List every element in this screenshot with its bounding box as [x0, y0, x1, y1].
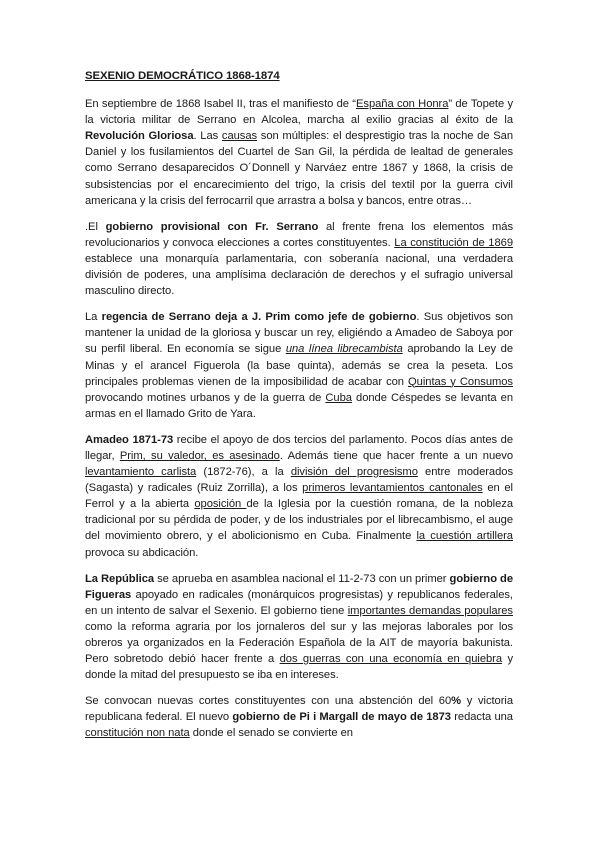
underlined-text: oposición: [194, 498, 247, 511]
paragraph: [85, 693, 513, 741]
bold-text: Revolución Gloriosa: [85, 130, 194, 143]
text-run: de la Iglesia por la cuestión romana, de la nobleza tradicional por su pérdida de poder, y de los industriales por el librecambismo, el auge del movimiento obrero, y el abolicionismo en Cuba. Finalmente: [85, 498, 514, 543]
document-title: SEXENIO DEMOCRÁTICO 1868-1874: [85, 70, 280, 82]
bold-text: gobierno de Figueras: [85, 572, 514, 601]
bold-text: regencia de Serrano deja a J. Prim como jefe de gobierno: [101, 311, 417, 324]
paragraph: [85, 219, 513, 299]
paragraph: [85, 571, 513, 684]
text-run: provoca su abdicación.: [85, 546, 199, 559]
underlined-text: importantes demandas populares: [347, 604, 513, 617]
bold-text: Amadeo 1871-73: [85, 433, 174, 446]
text-run: al frente frena los elementos más revolucionarios y convoca elecciones a cortes constituyentes.: [85, 220, 514, 249]
document-body: [85, 68, 513, 752]
text-run: .El: [85, 220, 106, 233]
paragraph: [85, 96, 513, 209]
text-run: Se convocan nuevas cortes constituyentes con una abstención del 60: [85, 695, 452, 708]
bold-text: gobierno de Pi i Margall de mayo de 1873: [232, 711, 451, 724]
text-run: y victoria republicana federal. El nuevo: [85, 695, 513, 724]
bold-text: gobierno provisional con Fr. Serrano: [105, 220, 319, 233]
bold-text: La República: [85, 572, 155, 585]
text-run: y donde la mitad del presupuesto se iba en intereses.: [85, 653, 513, 682]
text-run: recibe el apoyo de dos tercios del parlamento. Pocos días antes de llegar,: [85, 433, 513, 462]
underlined-text: Prim, su valedor, es asesinado: [119, 449, 280, 462]
underlined-text: constitución non nata: [85, 727, 190, 740]
text-run: son múltiples: el desprestigio tras la noche de San Daniel y los fusilamientos del Cuartel de San Gil, la pérdida de lealtad de generales como Serrano desaparecidos O´Donnell y Narváez entre 1867 y 1868, la crisis de subsistencias por el encarecimiento del trigo, la crisis del textil por la guerra civil americana y la crisis del ferrocarril que arrastra a bolsa y bancos, entre otras…: [85, 130, 513, 207]
underlined-text: dos guerras con una economía en quiebra: [279, 653, 503, 666]
text-run: . Sus objetivos son mantener la unidad de la gloriosa y buscar un rey, eligiéndo a Amadeo de Saboya por su perfil liberal. En economía se sigue: [85, 311, 514, 356]
underlined-text: la cuestión artillera: [416, 530, 513, 543]
text-run: La: [85, 311, 102, 324]
text-run: donde Céspedes se levanta en armas en el llamado Grito de Yara.: [85, 391, 513, 420]
text-run: entre moderados (Sagasta) y radicales (Ruiz Zorrilla), a los: [85, 466, 513, 495]
text-run: . Las: [193, 130, 222, 143]
text-run: redacta una: [450, 711, 513, 724]
paragraph: [85, 432, 513, 561]
text-run: aprobando la Ley de Minas y el arancel Figuerola (la base quinta), además se crea la peseta. Los principales problemas vienen de la imposibilidad de acabar con: [85, 343, 514, 388]
underlined-text: Quintas y Consumos: [408, 375, 513, 388]
text-run: apoyado en radicales (monárquicos progresistas) y republicanos federales, en un intento de salvar el Sexenio. El gobierno tiene: [85, 588, 513, 617]
underlined-text: Cuba: [325, 391, 352, 404]
text-run: como la reforma agraria por los jornaleros del sur y las mejoras laborales por los obreros ya organizados en la Federación Española de la AIT de mayoría bakunista. Pero sobretodo debió hacer frente a: [85, 620, 513, 666]
underlined-text: una línea librecambista: [285, 343, 403, 356]
paragraph: [85, 309, 513, 422]
underlined-text: primeros levantamientos cantonales: [302, 482, 483, 495]
paragraph-list: [85, 96, 513, 741]
text-run: establece una monarquía parlamentaria, con soberanía nacional, una verdadera división de poderes, una amplísima declaración de derechos y el sufragio universal masculino directo.: [85, 252, 513, 298]
underlined-text: La constitución de 1869: [394, 236, 513, 249]
underlined-text: división del progresismo: [290, 466, 418, 479]
underlined-text: causas: [221, 130, 258, 143]
text-run: ” de Topete y la victoria militar de Serrano en Alcolea, marcha al exilio gracias al éxito de la: [85, 98, 514, 127]
text-run: . Además tiene que hacer frente a un nuevo: [279, 449, 513, 462]
text-run: En septiembre de 1868 Isabel II, tras el manifiesto de “: [85, 98, 356, 111]
underlined-text: España con Honra: [355, 98, 449, 111]
text-run: donde el senado se convierte en: [189, 727, 353, 740]
bold-text: %: [451, 695, 462, 708]
text-run: (1872-76), a la: [196, 466, 291, 479]
text-run: se aprueba en asamblea nacional el 11-2-73 con un primer: [154, 572, 450, 585]
text-run: provocando motines urbanos y de la guerra de: [85, 391, 326, 404]
underlined-text: levantamiento carlista: [85, 466, 197, 479]
text-run: en el Ferrol y a la abierta: [85, 482, 513, 511]
